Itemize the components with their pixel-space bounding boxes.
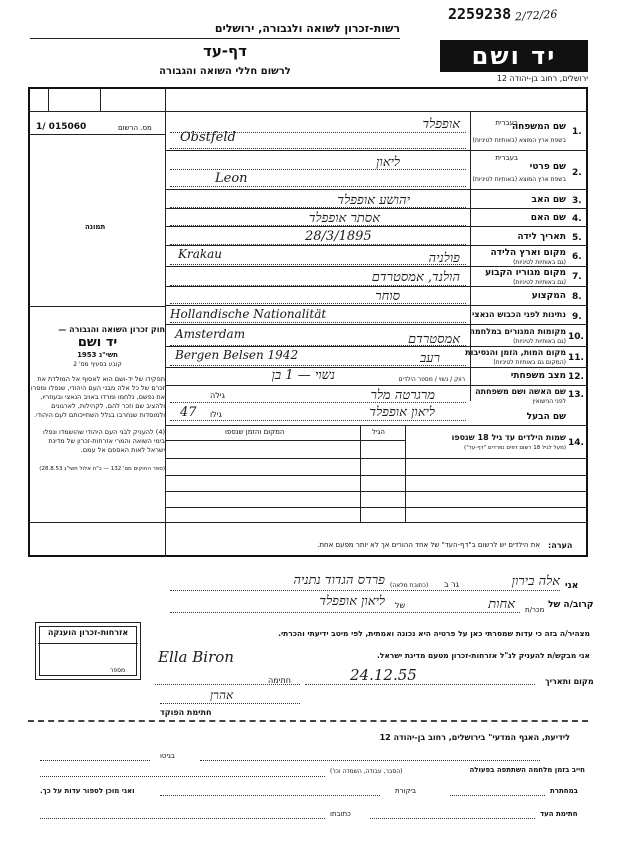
field-8-value: סוחר <box>375 289 400 304</box>
children-col-place-time: המקום והזמן שנספו <box>225 428 285 436</box>
footer-address-label: כתובתו <box>330 810 351 818</box>
field-1-hint: בשפת ארץ המוצא (באותיות לטיניות) <box>472 137 566 144</box>
field-3-label: שם האב <box>531 195 566 205</box>
footer-testify-label: ואני מוכן לספור עדות על כך. <box>40 787 135 795</box>
field-1-sub: בעברית <box>495 119 518 127</box>
decl-relation-label: קרוב/ה של <box>548 600 594 610</box>
field-12-hint: רווק / נשוי / מספר הילדים <box>398 376 465 383</box>
field-6-value-he: פולניה <box>428 251 460 266</box>
decl-relation-sub: מכר/ת <box>525 606 545 614</box>
field-12-number: 12. <box>568 372 584 382</box>
children-hint: (מעל לגיל 18 רשום דפים נפרדים "דף-עד") <box>464 445 566 451</box>
footer-nr-label: בגיטו <box>160 752 175 760</box>
decl-address-label: גר ב <box>444 580 459 589</box>
footer-to-line: לידיעת, האגף המדעי" בירושלים, רחוב בן-יהודה 12 <box>379 733 570 742</box>
decl-i-label: אני <box>565 581 579 591</box>
note-text: את הילדים יש לרשום ב"דף-העד" של אחד ההורים אך לא יותר מפעם אחת. <box>317 541 540 549</box>
footer-duty-hint: (הסבר, עבודה, השמדה וכו') <box>330 768 403 775</box>
signature-value: Ella Biron <box>158 648 234 666</box>
field-4-number: 4. <box>572 214 582 224</box>
field-2-number: 2. <box>572 168 582 178</box>
children-label: שמות הילדים עד גיל 18 שנספו <box>451 433 566 442</box>
field-9-number: 9. <box>572 312 582 322</box>
field-2-sub: בעברית <box>495 154 518 162</box>
record-number-label: מס. הרשום <box>118 124 152 132</box>
husband-age-value: 47 <box>180 405 197 420</box>
address-line: ירושלים, רחוב בן-יהודה 12 <box>496 74 588 83</box>
form-subtitle: לרשום חללי השואה והגבורה <box>159 66 291 77</box>
clerk-label: חתימת הפוקד <box>160 708 212 717</box>
yad-vashem-logo: יד ושם <box>440 40 588 72</box>
field-13-value: מרגרטה מלר <box>370 388 435 403</box>
field-12-label: מצב משפחתי <box>510 371 566 381</box>
field-7-number: 7. <box>572 272 582 282</box>
field-3-value: יהושע אופפלד <box>337 193 410 208</box>
children-number: 14. <box>568 438 584 448</box>
footer-visit-label: ביקורת <box>395 787 417 795</box>
field-13-label: שם האשה ושם משפחתה <box>475 387 566 396</box>
field-8-label: המקצוע <box>531 291 566 301</box>
children-col-age: הגיל <box>372 428 386 436</box>
law-footer: (ספר החוקים מס' 132 — כ"ח אלול תשי"ג 28.8.53) <box>39 466 165 472</box>
law-year: תשי"ג 1953 <box>77 351 118 359</box>
field-7-hint: (גם באותיות לטיניות) <box>513 279 566 286</box>
field-11-value-he: רעב <box>419 351 440 366</box>
record-number-value: 1/ 015060 <box>36 122 87 132</box>
field-11-number: 11. <box>568 353 584 363</box>
field-9-value: Hollandische Nationalität <box>170 307 327 321</box>
note-label: הערה: <box>548 541 573 550</box>
field-1-value-he: אופפלד <box>422 117 460 132</box>
footer-sign-label: חתימת העד <box>540 810 578 818</box>
decl-address-value: פרדס הגדוד נתניה <box>293 573 385 588</box>
date-value: 24.12.55 <box>350 666 417 684</box>
stamp-title: אזרחות-זכרון הוענקה <box>47 628 129 637</box>
field-1-number: 1. <box>572 127 582 137</box>
field-4-value: אסתר אופפלד <box>308 211 380 226</box>
field-2-value-lat: Leon <box>215 171 248 186</box>
field-5-label: תאריך לידה <box>517 232 566 242</box>
law-section: (4) להעניק לבני העם היהודי שהושמדו ונפלו בימי השואה והמרי אזרחות-זכרון של מדינת ישראל לאות האספם אל עמם. <box>42 428 165 454</box>
field-7-label: מקום מגוריו הקבוע <box>485 268 566 278</box>
field-3-number: 3. <box>572 196 582 206</box>
law-name: יד ושם <box>77 335 118 350</box>
field-12-value: נשוי — 1 בן <box>271 368 335 383</box>
field-6-number: 6. <box>572 252 582 262</box>
clerk-value: אהרן <box>210 688 234 702</box>
decl-address-hint: (כתובת מלאה) <box>390 582 429 589</box>
decl-relation-value: אחות <box>488 597 515 612</box>
date-label: מקום ותאריך <box>545 677 594 686</box>
corner-stamp: 2/72/26 <box>514 7 558 24</box>
field-7-value: הולנד, אמסטרדם <box>371 270 460 285</box>
institution-title: רשות-זכרון לשואה ולגבורה, ירושלים <box>214 22 400 35</box>
law-quote: קובע בסעיף מס' 2 <box>73 361 122 368</box>
signature-label: חתימה <box>268 676 291 685</box>
field-6-label: מקום וארץ הלידה <box>490 248 566 258</box>
field-11-value-lat: Bergen Belsen 1942 <box>175 348 299 362</box>
decl-statement: מצהיר/ה בזה כי עדות שמסרתי כאן על פרטיה היא נכונה ואמתית, לפי מיטב ידיעתי והכרתי. <box>278 629 590 638</box>
photo-label: תמונה <box>85 223 106 231</box>
footer-duty-label: חייב בזמן מלחמה השתתפה בפעולה <box>469 766 585 774</box>
field-1-value-lat: Obstfeld <box>180 130 236 145</box>
field-10-value-lat: Amsterdam <box>175 327 246 341</box>
decl-of-value: ליאון אופפלד <box>319 594 385 609</box>
husband-label: שם הבעל <box>526 412 566 422</box>
law-text: תפקידו של יד-ושם הוא לאסוף אל המולדת את זכרם של כל אלה מבני העם היהודי, שנפלו ומסרו את נפשם, נלחמו ומרדו באויב הנאצי ובעוזריו, ולהציב שם וזכר להם, לקהילות, לארגונים ולמוסדות שנחרבו בגלל השתייכותם לעם היהודי. <box>30 375 165 419</box>
field-4-label: שם האם <box>530 213 566 223</box>
field-10-hint: (גם באותיות לטיניות) <box>513 338 566 345</box>
field-13-hint: לפני הנישואין <box>532 398 566 405</box>
field-6-hint: (גם באותיות לטיניות) <box>513 259 566 266</box>
field-9-label: נתינות לפני הכבוש הנאצי <box>472 310 566 319</box>
field-5-value: 28/3/1895 <box>305 229 372 244</box>
field-13-age-label: גילה <box>210 391 225 400</box>
field-11-label: מקום המות, הזמן והנסיבות <box>465 348 566 357</box>
field-8-number: 8. <box>572 292 582 302</box>
field-10-number: 10. <box>568 332 584 342</box>
husband-value: ליאון אופפלד <box>369 405 435 420</box>
field-10-value-he: אמסטרדם <box>408 332 460 347</box>
decl-request: אני מבקש/ת להעניק לנ"ל אזרחות-זכרון מטעם מדינת ישראל. <box>376 651 590 660</box>
field-2-label: שם פרטי <box>529 162 566 172</box>
field-5-number: 5. <box>572 233 582 243</box>
law-excerpt <box>30 325 165 474</box>
field-2-hint: בשפת ארץ המוצא (באותיות לטיניות) <box>472 176 566 183</box>
field-13-number: 13. <box>568 390 584 400</box>
field-6-value-lat: Krakau <box>178 247 223 261</box>
footer-town-label: במחתרת <box>550 787 578 795</box>
form-title: דף-עד <box>203 42 247 60</box>
field-1-label: שם המשפחה <box>511 122 566 132</box>
serial-number: 2259238 <box>448 5 512 23</box>
field-10-label: מקומות המגורים במלחמה <box>469 327 566 336</box>
stamp-number-label: מספר <box>110 667 126 674</box>
decl-i-value: אלה בירון <box>511 574 560 589</box>
field-2-value-he: ליאון <box>376 155 400 170</box>
law-title: חוק זכרון השואה והגבורה — <box>58 325 165 334</box>
field-11-hint: (המקום גם באותיות לטיניות) <box>493 359 566 366</box>
husband-age-label: גילו <box>210 410 222 419</box>
